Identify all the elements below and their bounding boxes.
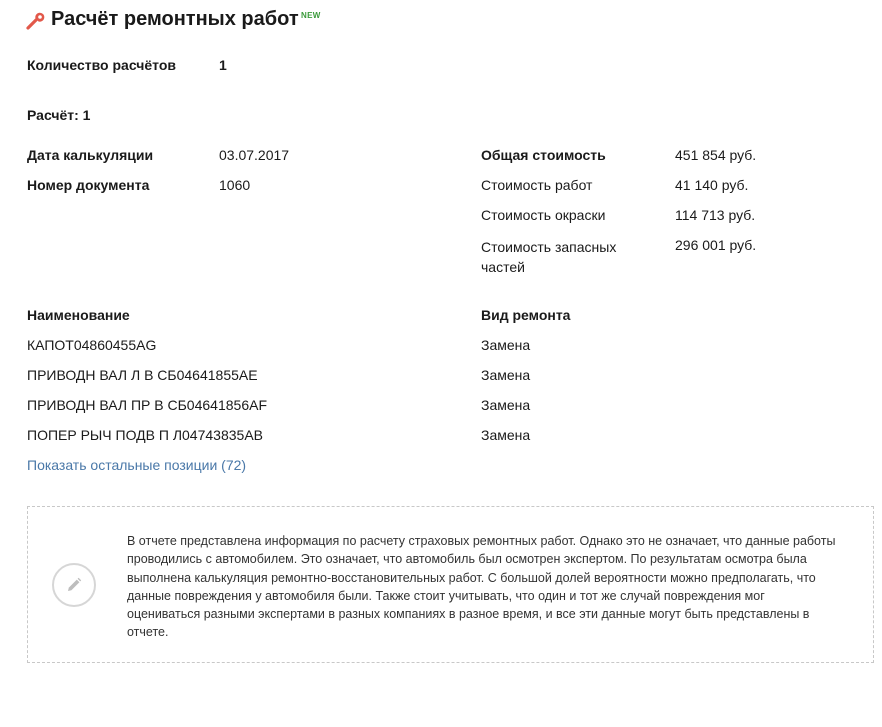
column-header-name: Наименование [27,307,130,323]
calc-date-label: Дата калькуляции [27,147,154,163]
count-label: Количество расчётов [27,57,176,73]
doc-number-value: 1060 [219,177,251,193]
table-row-repair-type: Замена [481,397,531,413]
calc-heading: Расчёт: 1 [27,107,91,123]
table-row-part-name: ПОПЕР РЫЧ ПОДВ П Л04743835AB [27,427,263,443]
table-row-part-name: ПРИВОДН ВАЛ ПР В СБ04641856AF [27,397,267,413]
labor-cost-value: 41 140 руб. [675,177,749,193]
pencil-icon [52,563,96,607]
parts-cost-label: Стоимость запасных частей [481,239,617,275]
new-badge: NEW [301,11,321,20]
page-title: Расчёт ремонтных работ [51,8,299,30]
paint-cost-label: Стоимость окраски [481,207,606,223]
total-cost-label: Общая стоимость [481,147,606,163]
calc-date-value: 03.07.2017 [219,147,290,163]
count-value: 1 [219,57,227,73]
table-row-repair-type: Замена [481,337,531,353]
table-row-part-name: КАПОТ04860455AG [27,337,157,353]
total-cost-value: 451 854 руб. [675,147,757,163]
table-row-repair-type: Замена [481,367,531,383]
column-header-repair-type: Вид ремонта [481,307,571,323]
labor-cost-label: Стоимость работ [481,177,593,193]
wrench-icon [26,11,46,31]
doc-number-label: Номер документа [27,177,150,193]
show-more-positions-link[interactable]: Показать остальные позиции (72) [27,457,247,473]
notice-text: В отчете представлена информация по расчету страховых ремонтных работ. Однако это не означает, что данные работы проводились с автомобилем. Это означает, что автомобиль был осмотрен экспертом. По результатам осмотра была выполнена калькуляция ремонтно-восстановительных работ. С большой долей вероятности можно предполагать, что данные повреждения у автомобиля были. Также стоит учитывать, что один и тот же случай повреждения мог оцениваться разными экспертами в разных компаниях в разное время, и все эти данные могут быть представлены в отчете. [127,534,836,640]
paint-cost-value: 114 713 руб. [675,207,756,223]
table-row-part-name: ПРИВОДН ВАЛ Л В СБ04641855AE [27,367,258,383]
parts-cost-value: 296 001 руб. [675,237,757,253]
table-row-repair-type: Замена [481,427,531,443]
